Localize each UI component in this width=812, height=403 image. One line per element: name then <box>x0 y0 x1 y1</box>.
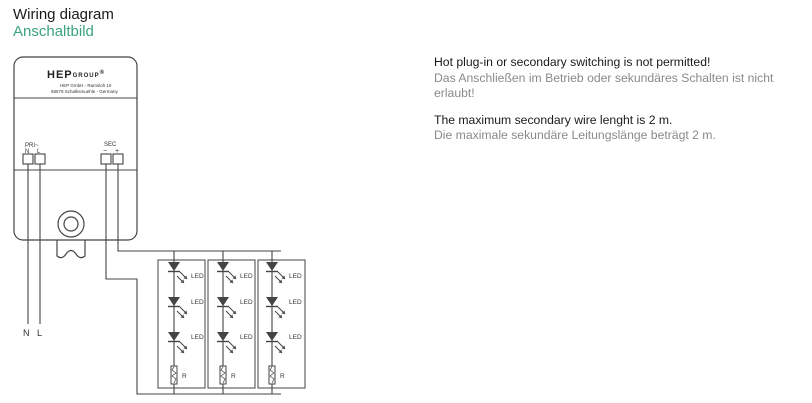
mains-wires <box>28 164 40 324</box>
led-icon <box>168 297 187 318</box>
note-hot-plug-en: Hot plug-in or secondary switching is not permitted! <box>434 55 711 69</box>
diagram-subtitle: Anschaltbild <box>13 23 94 40</box>
led-string-3 <box>266 262 285 353</box>
primary-terminals <box>23 154 45 164</box>
led-string-1 <box>168 262 187 353</box>
diagram-title: Wiring diagram <box>13 6 114 23</box>
resistor-icon <box>269 366 275 384</box>
led-label: LED <box>289 299 302 306</box>
led-icon <box>266 332 285 353</box>
resistor-label: R <box>231 373 236 380</box>
mounting-hole <box>58 211 84 237</box>
strain-relief <box>57 240 85 258</box>
mains-n-label: N <box>23 328 30 338</box>
secondary-label: SEC <box>104 142 117 148</box>
primary-label: PRI~ <box>25 143 39 149</box>
brand-logo: HEPGROUP® <box>47 69 106 81</box>
resistor-label: R <box>280 373 285 380</box>
led-icon <box>168 332 187 353</box>
primary-n-label: N <box>25 149 30 155</box>
led-label: LED <box>289 273 302 280</box>
led-icon <box>217 297 236 318</box>
resistor-icon <box>220 366 226 384</box>
note-hot-plug-de: Das Anschließen im Betrieb oder sekundäres Schalten ist nicht erlaubt! <box>434 70 774 100</box>
led-label: LED <box>191 299 204 306</box>
note-wire-length-en: The maximum secondary wire lenght is 2 m. <box>434 112 673 127</box>
led-icon <box>266 297 285 318</box>
led-icon <box>217 262 236 283</box>
note-wire-length-de: Die maximale sekundäre Leitungslänge beträgt 2 m. <box>434 128 716 142</box>
led-label: LED <box>240 273 253 280</box>
led-label: LED <box>240 334 253 341</box>
led-icon <box>168 262 187 283</box>
secondary-terminals <box>101 154 123 164</box>
resistor-icon <box>171 366 177 384</box>
led-string-2 <box>217 262 236 353</box>
led-label: LED <box>289 334 302 341</box>
led-icon <box>266 262 285 283</box>
led-icon <box>217 332 236 353</box>
manufacturer-address-line2: 58579 Schalksmuehle - Germany <box>51 89 118 94</box>
secondary-plus-label: + <box>115 148 120 155</box>
led-label: LED <box>240 299 253 306</box>
manufacturer-address-line1: HEP GmbH - Ramsloh 10 <box>60 83 112 88</box>
led-label: LED <box>191 334 204 341</box>
resistor-label: R <box>182 373 187 380</box>
secondary-minus-label: − <box>103 148 108 155</box>
mains-l-label: L <box>37 328 43 338</box>
led-label: LED <box>191 273 204 280</box>
primary-l-label: L <box>37 149 41 155</box>
